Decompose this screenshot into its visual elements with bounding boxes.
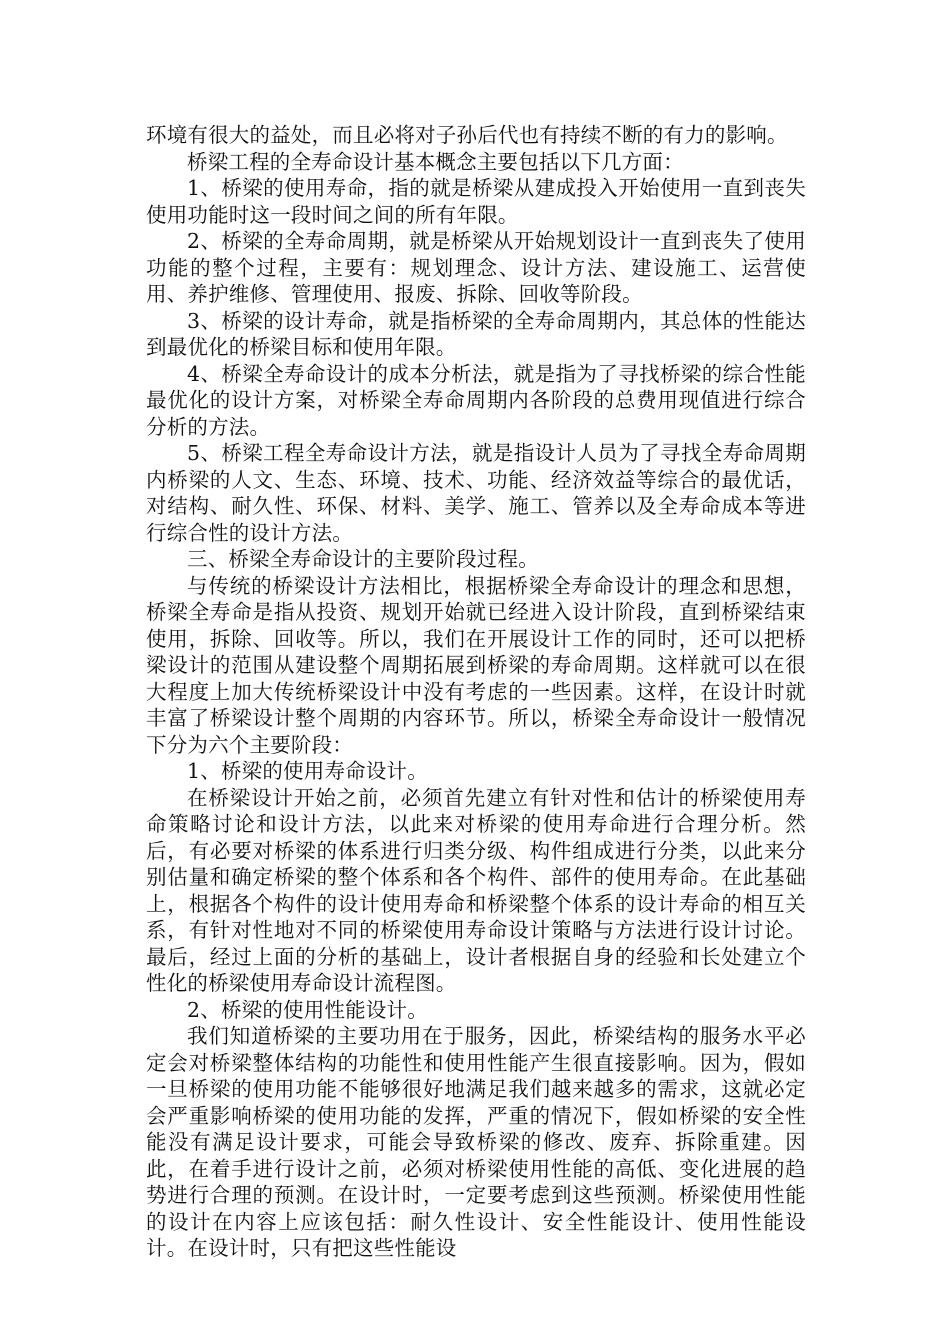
paragraph: 环境有很大的益处，而且必将对子孙后代也有持续不断的有力的影响。	[146, 123, 788, 147]
section-heading: 三、桥梁全寿命设计的主要阶段过程。	[187, 547, 539, 571]
paragraph: 2、桥梁的全寿命周期，就是桥梁从开始规划设计一直到丧失了使用功能的整个过程，主要有：规划理念、设计方法、建设施工、运营使用、养护维修、管理使用、报废、拆除、回收等阶段。	[146, 229, 806, 306]
subsection-heading: 2、桥梁的使用性能设计。	[187, 997, 428, 1022]
paragraph: 与传统的桥梁设计方法相比，根据桥梁全寿命设计的理念和思想，桥梁全寿命是指从投资、规划开始就已经进入设计阶段，直到桥梁结束使用，拆除、回收等。所以，我们在开展设计工作的同时，还可以把桥梁设计的范围从建设整个周期拓展到桥梁的寿命周期。这样就可以在很大程度上加大传统桥梁设计中没有考虑的一些因素。这样，在设计时就丰富了桥梁设计整个周期的内容环节。所以，桥梁全寿命设计一般情况下分为六个主要阶段：	[146, 573, 806, 757]
paragraph: 桥梁工程的全寿命设计基本概念主要包括以下几方面：	[187, 149, 684, 174]
paragraph: 1、桥梁的使用寿命，指的就是桥梁从建成投入开始使用一直到丧失使用功能时这一段时间之间的所有年限。	[146, 176, 806, 227]
paragraph: 5、桥梁工程全寿命设计方法，就是指设计人员为了寻找全寿命周期内桥梁的人文、生态、环境、技术、功能、经济效益等综合的最优话，对结构、耐久性、环保、材料、美学、施工、管养以及全寿命成本等进行综合性的设计方法。	[146, 441, 806, 545]
subsection-heading: 1、桥梁的使用寿命设计。	[187, 759, 428, 783]
paragraph: 4、桥梁全寿命设计的成本分析法，就是指为了寻找桥梁的综合性能最优化的设计方案，对桥梁全寿命周期内各阶段的总费用现值进行综合分析的方法。	[146, 361, 806, 439]
document-body	[146, 122, 806, 1262]
paragraph: 3、桥梁的设计寿命，就是指桥梁的全寿命周期内，其总体的性能达到最优化的桥梁目标和使用年限。	[146, 308, 806, 359]
paragraph: 我们知道桥梁的主要功用在于服务，因此，桥梁结构的服务水平必定会对桥梁整体结构的功能性和使用性能产生很直接影响。因为，假如一旦桥梁的使用功能不能够很好地满足我们越来越多的需求，这就必定会严重影响桥梁的使用功能的发挥，严重的情况下，假如桥梁的安全性能没有满足设计要求，可能会导致桥梁的修改、废弃、拆除重建。因此，在着手进行设计之前，必须对桥梁使用性能的高低、变化进展的趋势进行合理的预测。在设计时，一定要考虑到这些预测。桥梁使用性能的设计在内容上应该包括：耐久性设计、安全性能设计、使用性能设计。在设计时，只有把这些性能设	[146, 1024, 806, 1260]
paragraph: 在桥梁设计开始之前，必须首先建立有针对性和估计的桥梁使用寿命策略讨论和设计方法，以此来对桥梁的使用寿命进行合理分析。然后，有必要对桥梁的体系进行归类分级、构件组成进行分类，以此来分别估量和确定桥梁的整个体系和各个构件、部件的使用寿命。在此基础上，根据各个构件的设计使用寿命和桥梁整个体系的设计寿命的相互关系，有针对性地对不同的桥梁使用寿命设计策略与方法进行设计讨论。最后，经过上面的分析的基础上，设计者根据自身的经验和长处建立个性化的桥梁使用寿命设计流程图。	[146, 785, 806, 995]
